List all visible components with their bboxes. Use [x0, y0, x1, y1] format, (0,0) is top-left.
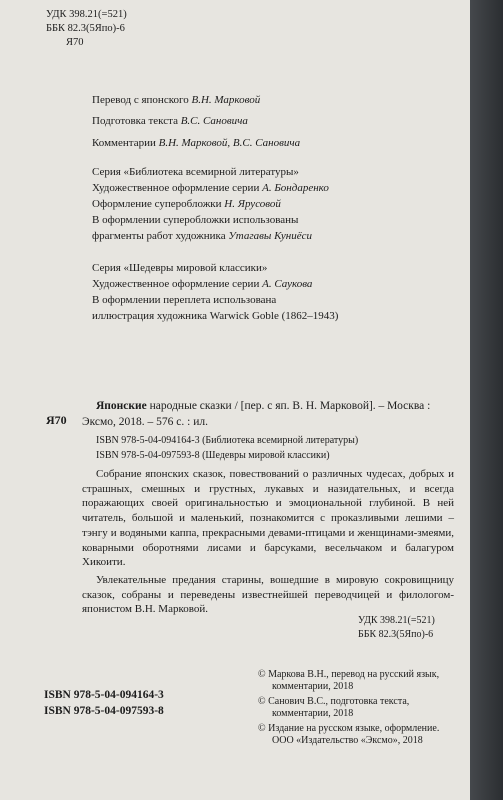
- series-2-note-artist: иллюстрация художника Warwick Goble (1862–1943): [92, 310, 339, 322]
- bib-details: народные сказки / [пер. с яп. В. Н. Марковой]. – Москва : Эксмо, 2018. – 576 с. : ил.: [82, 400, 431, 428]
- series-1-note-artist: фрагменты работ художника Утагавы Куниёси: [92, 230, 313, 242]
- footer-udk: УДК 398.21(=521): [358, 615, 435, 626]
- series-2-block: [92, 262, 338, 326]
- author-mark: Я70: [66, 37, 84, 48]
- series-2-design: Художественное оформление серии А. Саукова: [92, 278, 313, 290]
- udk-code: УДК 398.21(=521): [46, 9, 127, 20]
- series-1-block: [92, 166, 329, 246]
- series-1-cover: Оформление суперобложки Н. Ярусовой: [92, 198, 281, 210]
- annotation-paragraph-1: Собрание японских сказок, повествований о различных чудесах, добрых и страшных, смешных и грустных, лукавых и назидательных, и всегда поражающих своей оригинальностью и эмоциональной глубиной. В ней читатель, большой и маленький, познакомится с проказливыми лешими – тэнгу и водяными каппа, прекрасными девами-птицами и женщинами-змеями, коварными оборотнями лисами и барсуками, весельчаком и балагуром Хикоити.: [82, 468, 454, 569]
- annotation: [82, 467, 454, 617]
- copyright-text: © Санович В.С., подготовка текста, комментарии, 2018: [258, 696, 410, 719]
- bib-code: Я70: [46, 413, 67, 427]
- isbn-line-2: ISBN 978-5-04-097593-8 (Шедевры мировой классики): [96, 450, 330, 461]
- footer-bbk: ББК 82.3(5Япо)-6: [358, 629, 434, 640]
- footer-isbn-block: [44, 689, 164, 721]
- copyright-edition: © Издание на русском языке, оформление. ООО «Издательство «Эксмо», 2018: [258, 723, 440, 746]
- credit-text-preparation: Подготовка текста В.С. Сановича: [92, 115, 248, 127]
- footer-classification: [358, 614, 435, 642]
- isbn-line-1: ISBN 978-5-04-094164-3 (Библиотека всемирной литературы): [96, 435, 359, 446]
- series-2-title: Серия «Шедевры мировой классики»: [92, 262, 268, 274]
- series-2-note: В оформлении переплета использована: [92, 294, 277, 306]
- series-1-note: В оформлении суперобложки использованы: [92, 214, 299, 226]
- series-1-design: Художественное оформление серии А. Бондаренко: [92, 182, 329, 194]
- bib-isbn-list: [96, 434, 358, 464]
- bbk-code: ББК 82.3(5Япо)-6: [46, 23, 125, 34]
- credit-translation: Перевод с японского В.Н. Марковой: [92, 94, 261, 106]
- footer-isbn-2: ISBN 978-5-04-097593-8: [44, 705, 164, 717]
- copyright-block: [258, 669, 439, 750]
- copyright-translation: © Маркова В.Н., перевод на русский язык, комментарии, 2018: [258, 669, 440, 692]
- bib-record: [82, 398, 452, 430]
- credit-commentary: Комментарии В.Н. Марковой, В.С. Сановича: [92, 137, 301, 149]
- footer-isbn-1: ISBN 978-5-04-094164-3: [44, 689, 164, 701]
- series-1-title: Серия «Библиотека всемирной литературы»: [92, 166, 299, 178]
- classification-block: [46, 8, 127, 50]
- book-title: Японские: [96, 400, 147, 412]
- annotation-paragraph-2: Увлекательные предания старины, вошедшие в мировую сокровищницу сказок, собраны и переведены известнейшей переводчицей и филологом-японистом В.Н. Марковой.: [82, 573, 454, 616]
- book-page-edge: [470, 0, 503, 800]
